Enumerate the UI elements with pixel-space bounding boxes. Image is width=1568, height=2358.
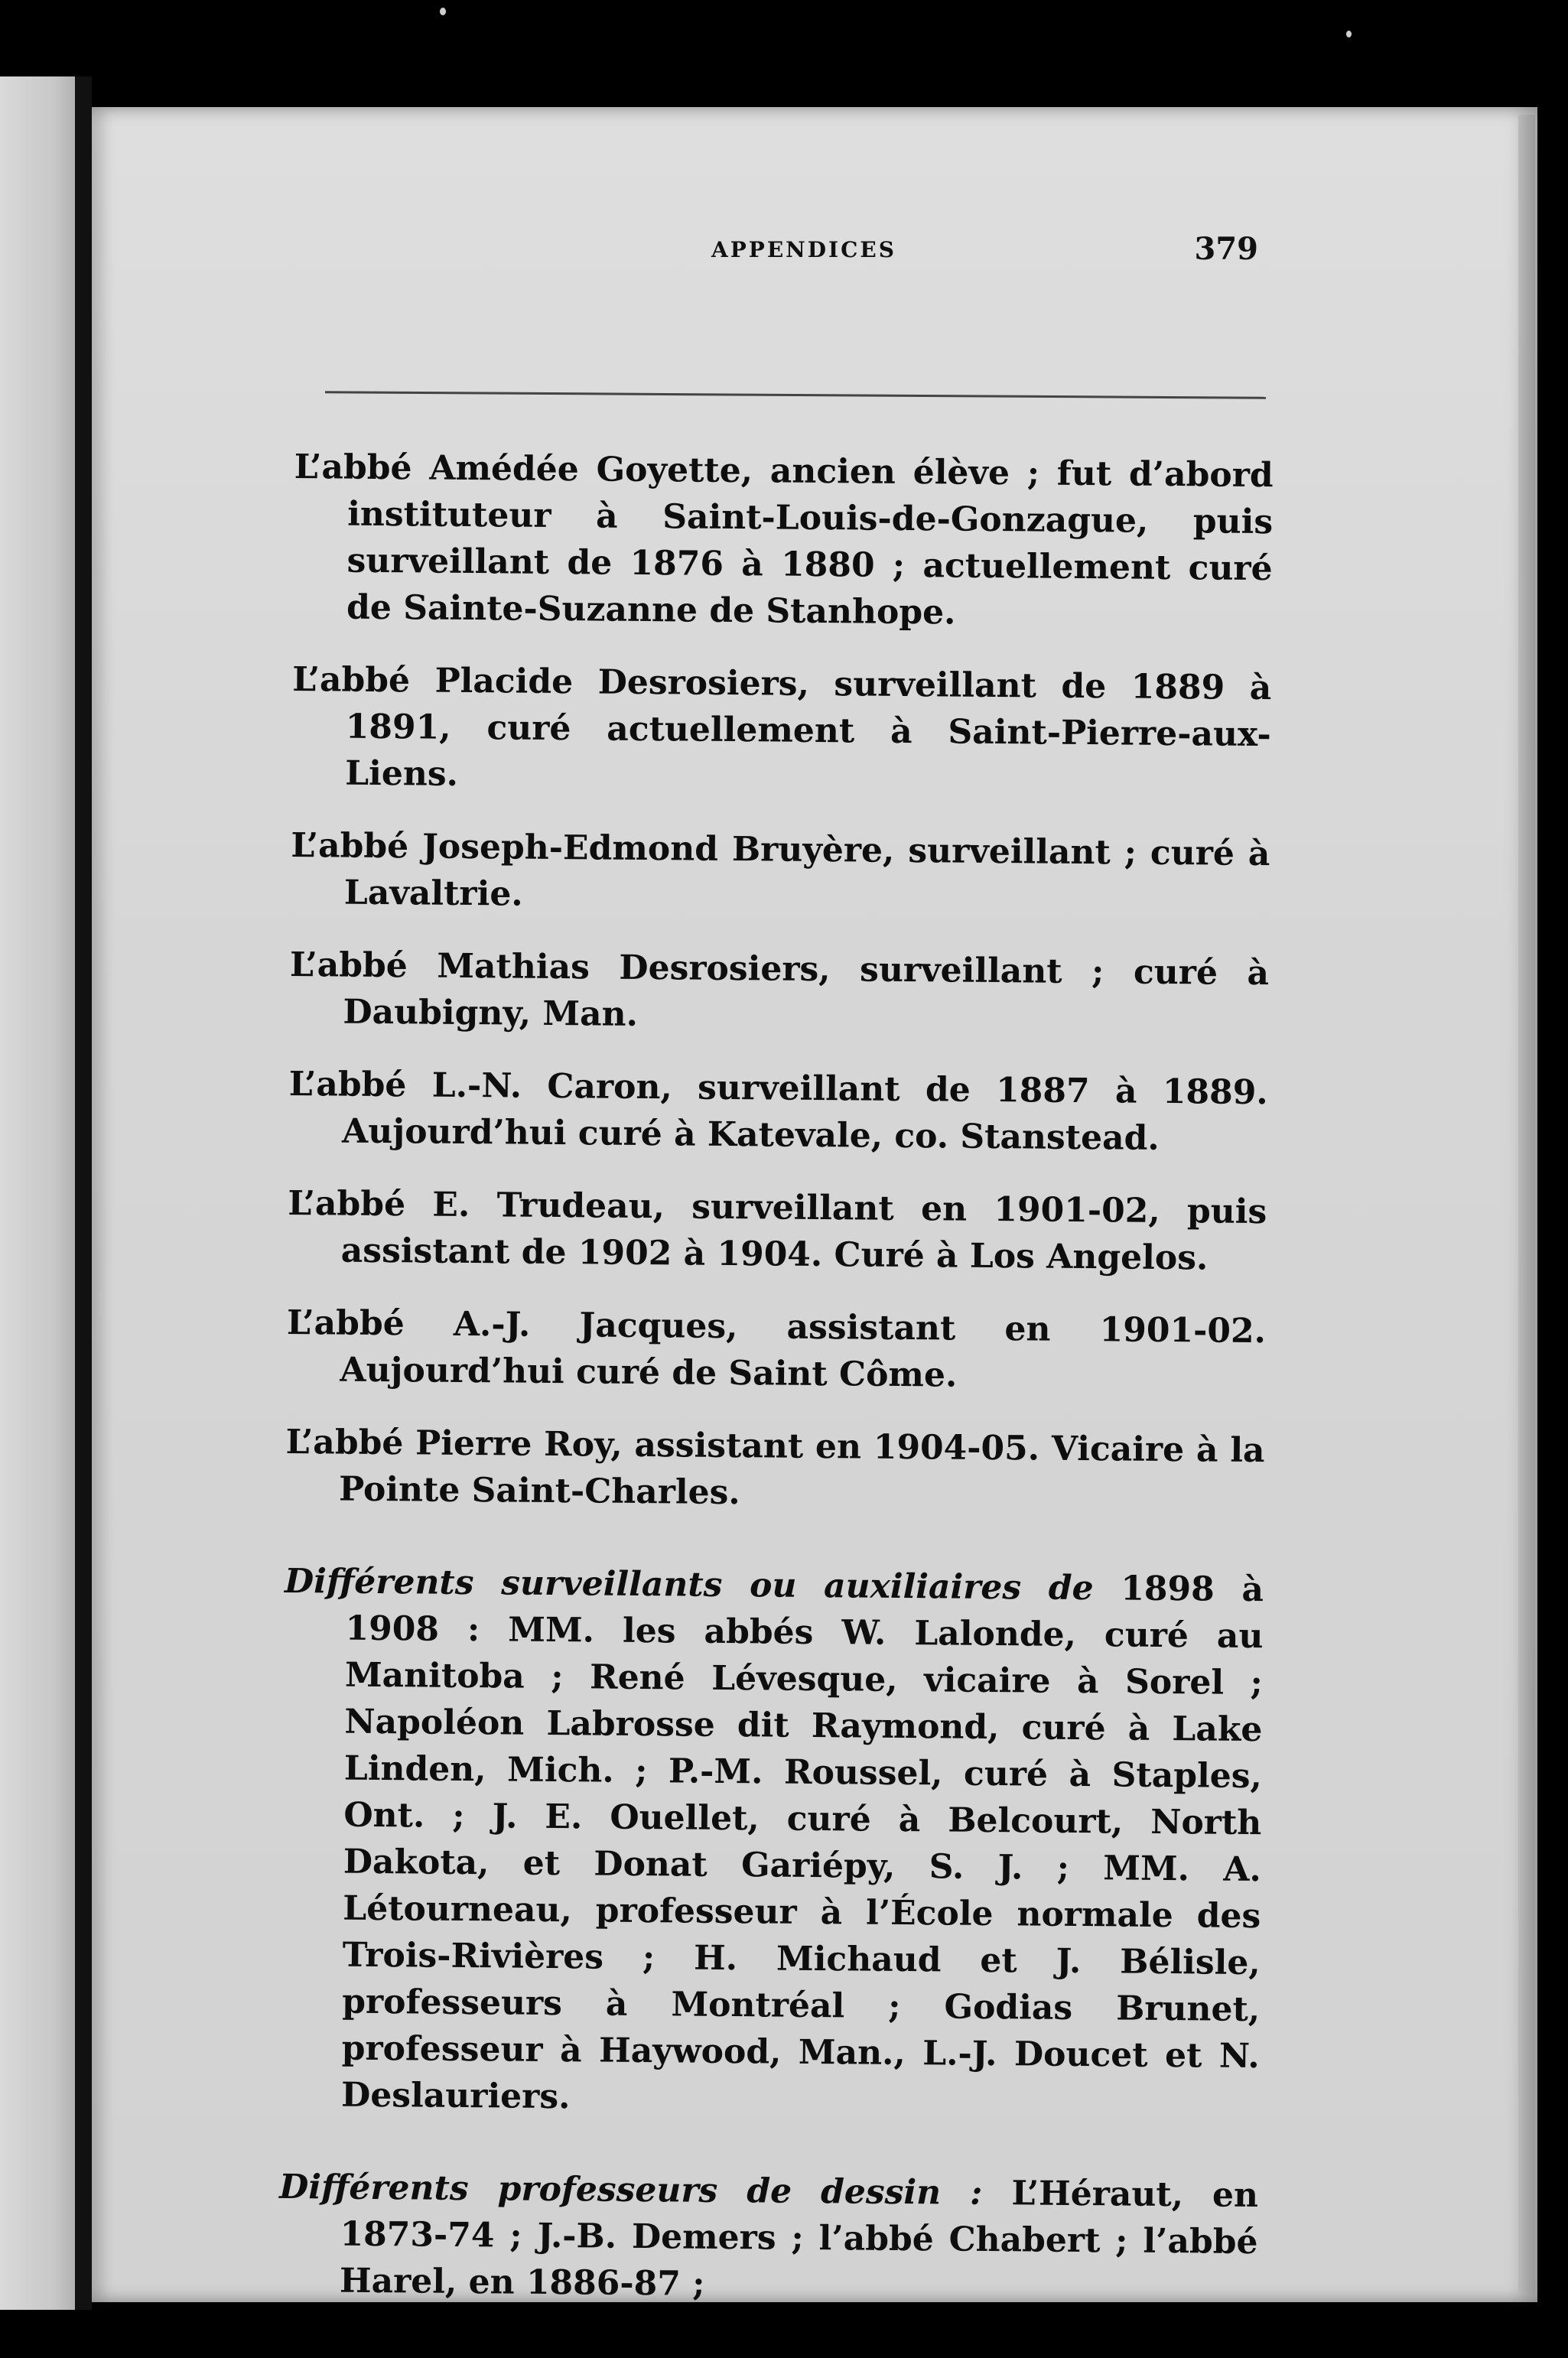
dessin-heading: Différents professeurs de dessin : bbox=[278, 2167, 983, 2213]
page-body bbox=[278, 444, 1274, 2358]
page-right-edge bbox=[1518, 115, 1535, 2295]
entry-goyette: L’abbé Amédée Goyette, ancien élève ; fut d’abord instituteur à Saint-Louis-de-Gonzague, puis surveillant de 1876 à 1880 ; actuellement curé de Sainte-Suzanne de Stanhope. bbox=[294, 447, 1274, 633]
surveillants-paragraph bbox=[280, 1558, 1264, 2126]
entry-placide-desrosiers: L’abbé Placide Desrosiers, surveillant de 1889 à 1891, curé actuellement à Saint-Pierre-aux-Liens. bbox=[292, 659, 1272, 794]
page-number: 379 bbox=[1194, 231, 1258, 267]
book-gutter bbox=[75, 76, 92, 2310]
running-header bbox=[229, 231, 1258, 283]
dessin-text: L’Héraut, en 1873-74 ; J.-B. Demers ; l’abbé Chabert ; l’abbé Harel, en 1886-87 ; bbox=[339, 2174, 1259, 2304]
entry-mathias-desrosiers: L’abbé Mathias Desrosiers, surveillant ; curé à Daubigny, Man. bbox=[289, 945, 1270, 1034]
entry-caron: L’abbé L.-N. Caron, surveillant de 1887 à 1889. Aujourd’hui curé à Katevale, co. Stanstead. bbox=[288, 1064, 1268, 1158]
scan-speck bbox=[440, 8, 446, 15]
entry-bruyere: L’abbé Joseph-Edmond Bruyère, surveillant ; curé à Lavaltrie. bbox=[291, 825, 1270, 914]
adjacent-page-edge bbox=[0, 76, 76, 2310]
entry-trudeau: L’abbé E. Trudeau, surveillant en 1901-02, puis assistant de 1902 à 1904. Curé à Los Angelos. bbox=[288, 1183, 1267, 1278]
surveillants-heading: Différents surveillants ou auxiliaires de bbox=[284, 1561, 1094, 1608]
scan-speck bbox=[1346, 31, 1352, 37]
dessin-paragraph bbox=[278, 2164, 1259, 2312]
running-title: APPENDICES bbox=[711, 237, 896, 262]
surveillants-text: 1898 à 1908 : MM. les abbés W. Lalonde, curé au Manitoba ; René Lévesque, vicaire à Sorel ; Napoléon Labrosse dit Raymond, curé à Lake Linden, Mich. ; P.-M. Roussel, curé à Staples, Ont. ; J. E. Ouellet, curé à Belcourt, North Dakota, et Donat Gariépy, S. J. ; MM. A. Létourneau, professeur à l’École normale des Trois-Rivières ; H. Michaud et J. Bélisle, professeurs à Montréal ; Godias Brunet, professeur à Haywood, Man., L.-J. Doucet et N. Deslauriers. bbox=[340, 1569, 1264, 2117]
entry-roy: L’abbé Pierre Roy, assistant en 1904-05. Vicaire à la Pointe Saint-Charles. bbox=[285, 1422, 1265, 1513]
entry-jacques: L’abbé A.-J. Jacques, assistant en 1901-02. Aujourd’hui curé de Saint Côme. bbox=[286, 1303, 1267, 1395]
